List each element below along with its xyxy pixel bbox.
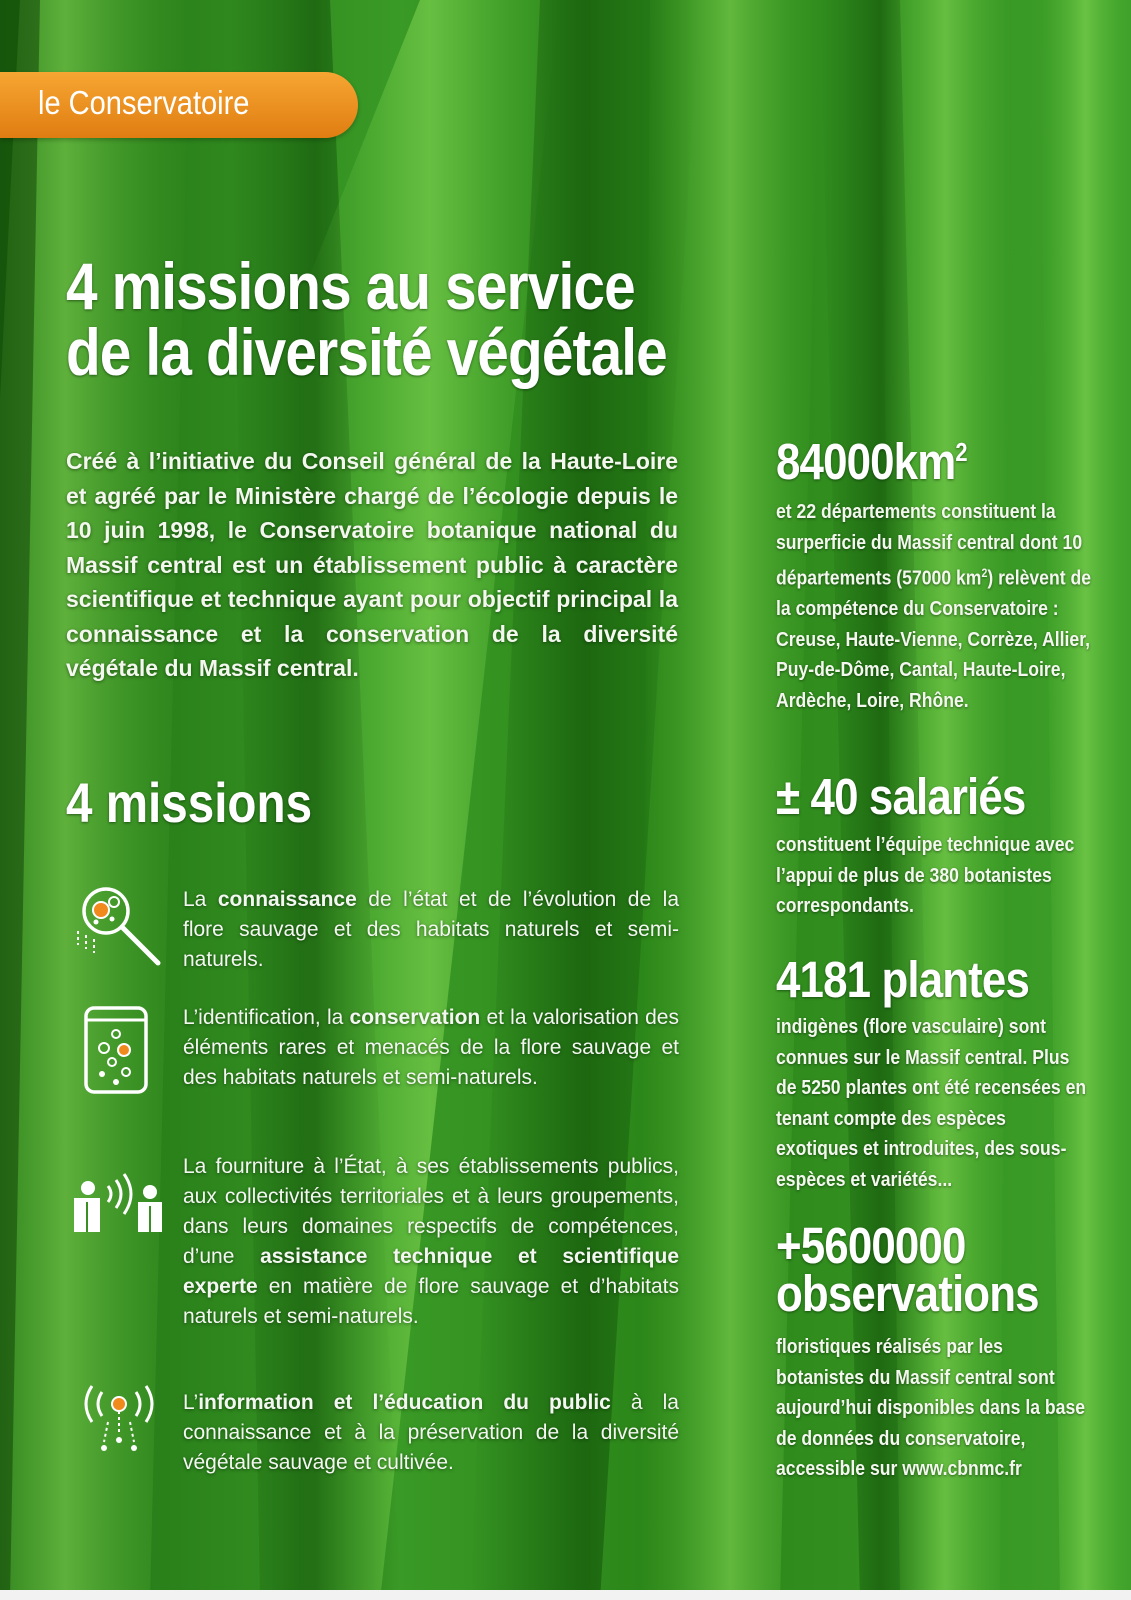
seed-jar-icon xyxy=(82,1004,152,1096)
mission-item-3: La fourniture à l’État, à ses établissements publics, aux collectivités territoriales et à leurs groupements, dans leurs domaines respectifs de compétences, d’une assistance technique et scientifique experte en matière de flore sauvage et d’habitats naturels et semi-naturels. xyxy=(183,1155,680,1328)
mission-item-4: L’information et l’éducation du public à la connaissance et à la préservation de la diversité végétale sauvage et cultivée. xyxy=(183,1391,679,1474)
stat-staff-value: ± 40 salariés xyxy=(776,768,1026,825)
section-tab xyxy=(0,72,358,138)
stat-observations-value-line-2: observations xyxy=(776,1265,1039,1322)
mission-item-2: L’identification, la conservation et la valorisation des éléments rares et menacés de la flore sauvage et des habitats naturels et semi-naturels. xyxy=(183,1006,679,1089)
section-tab-label: le Conservatoire xyxy=(38,84,250,121)
missions-heading: 4 missions xyxy=(66,771,313,834)
magnifier-icon xyxy=(72,883,164,967)
intro-paragraph: Créé à l’initiative du Conseil général de la Haute-Loire et agréé par le Ministère chargé de l’écologie depuis le 10 juin 1998, le Conservatoire botanique national du Massif central est un établissement public à caractère scientifique et technique ayant pour objectif principal la connaissance et la conservation de la diversité végétale du Massif central. xyxy=(66,448,678,681)
stat-plants-description: indigènes (flore vasculaire) sont connues sur le Massif central. Plus de 5250 plantes ont été recensées en tenant compte des espèces exotiques et introduites, des sous-espèces et variétés... xyxy=(776,1016,1087,1191)
stat-plants-value: 4181 plantes xyxy=(776,951,1030,1008)
stat-observations-value-line-1: +5600000 xyxy=(776,1217,966,1274)
page-title-line-2: de la diversité végétale xyxy=(66,315,667,389)
stat-staff-description: constituent l’équipe technique avec l’appui de plus de 380 botanistes correspondants. xyxy=(776,834,1075,917)
stat-area-value: $84000km^2$ xyxy=(776,433,967,490)
people-communication-icon xyxy=(68,1164,168,1244)
stat-area-description: et 22 départements constituent la surperficie du Massif central dont 10 départements (57000 $km^2$) relèvent de la compétence du Conservatoire : Creuse, Haute-Vienne, Corrèze, Allier, Puy-de-Dôme, Cantal, Haute-Loire, Ardèche, Loire, Rhône. xyxy=(776,501,1092,712)
stat-observations-description: floristiques réalisés par les botanistes du Massif central sont aujourd’hui disponibles dans la base de données du conservatoire, accessible sur www.cbnmc.fr xyxy=(776,1336,1086,1480)
page-title-line-1: 4 missions au service xyxy=(66,249,635,323)
mission-item-1: La connaissance de l’état et de l’évolution de la flore sauvage et des habitats naturels et semi-naturels. xyxy=(183,888,679,971)
broadcast-plant-icon xyxy=(72,1378,166,1470)
